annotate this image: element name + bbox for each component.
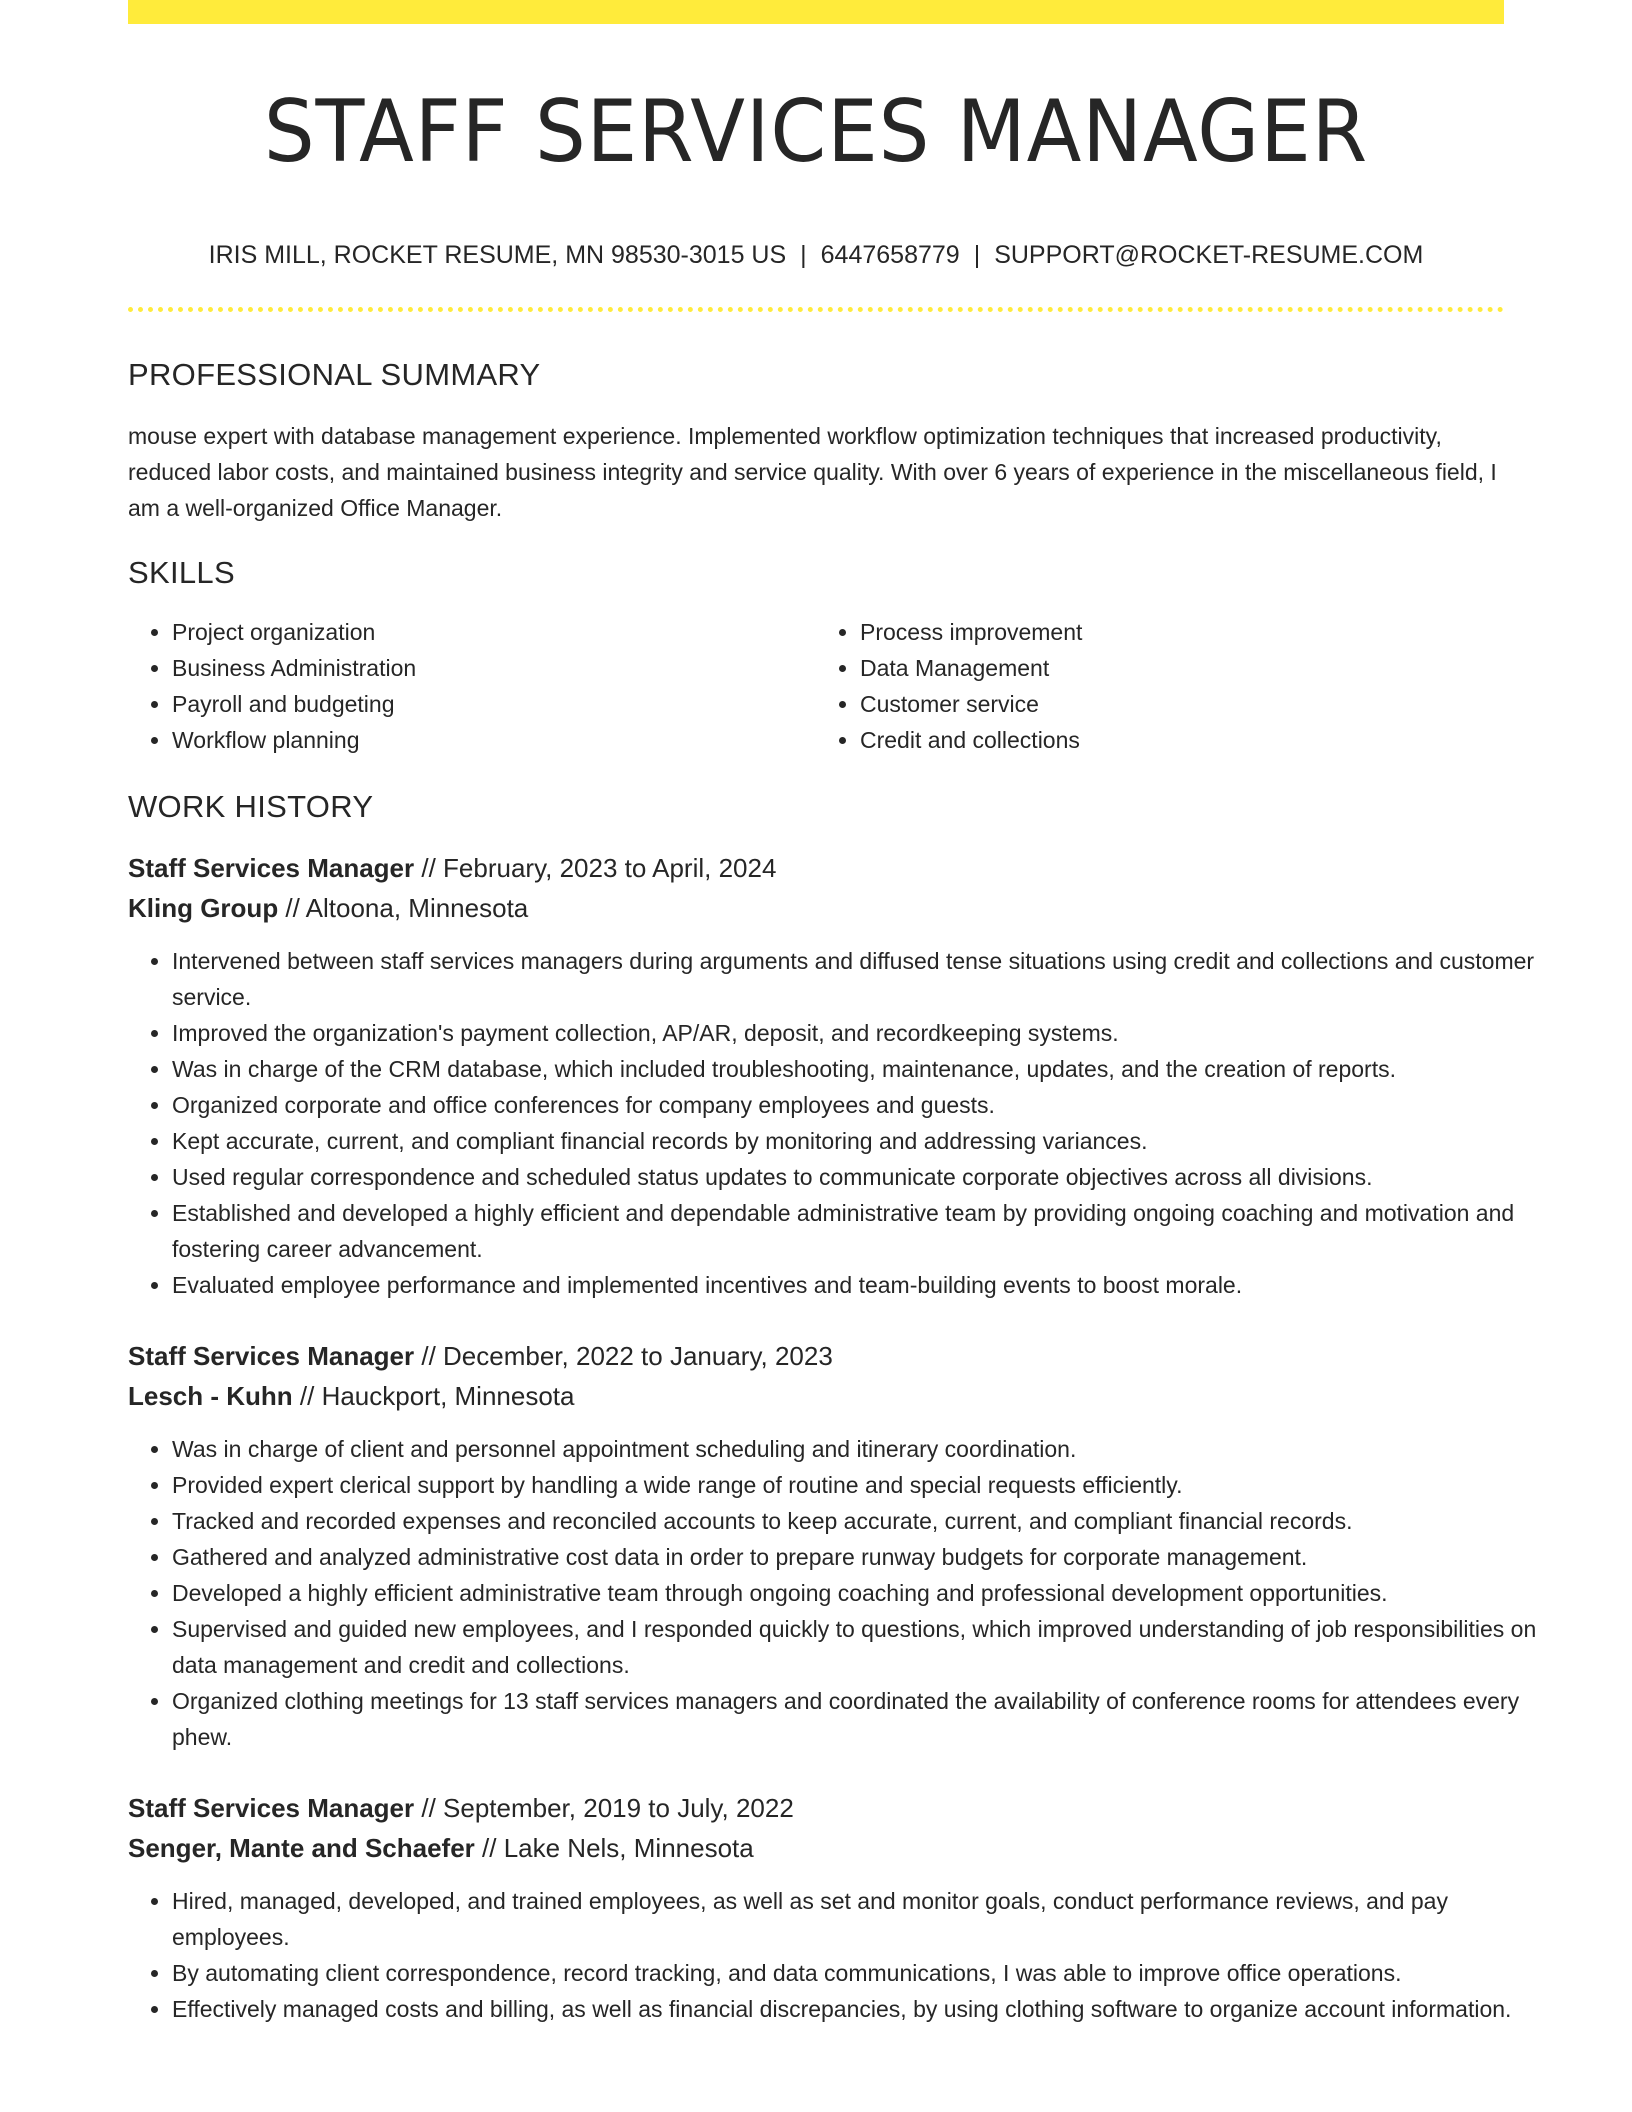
phone: 6447658779 bbox=[820, 241, 960, 269]
job-bullet: • Hired, managed, developed, and trained employees, as well as set and monitor goals, conduct performance reviews, and pay employees. bbox=[172, 1883, 1548, 1955]
job-location: // Altoona, Minnesota bbox=[278, 893, 529, 923]
skill-item: • Customer service bbox=[860, 686, 1504, 722]
job-role: Staff Services Manager bbox=[128, 1793, 415, 1823]
dotted-divider bbox=[128, 307, 1504, 312]
job-company: Senger, Mante and Schaefer bbox=[128, 1833, 475, 1863]
skill-item: • Payroll and budgeting bbox=[172, 686, 816, 722]
job-bullet: • Kept accurate, current, and compliant financial records by monitoring and addressing variances. bbox=[172, 1123, 1548, 1159]
job-bullet: • Supervised and guided new employees, and I responded quickly to questions, which improved understanding of job responsibilities on data management and credit and collections. bbox=[172, 1611, 1548, 1683]
job-bullet: • Provided expert clerical support by handling a wide range of routine and special requests efficiently. bbox=[172, 1467, 1548, 1503]
skill-item: • Process improvement bbox=[860, 614, 1504, 650]
job-dates: // February, 2023 to April, 2024 bbox=[414, 853, 777, 883]
job-bullet: • Gathered and analyzed administrative cost data in order to prepare runway budgets for corporate management. bbox=[172, 1539, 1548, 1575]
job-bullet: • By automating client correspondence, record tracking, and data communications, I was able to improve office operations. bbox=[172, 1955, 1548, 1991]
job-title-line bbox=[128, 1336, 1504, 1376]
job-company-line bbox=[128, 1376, 1504, 1416]
job-bullets bbox=[128, 1431, 1548, 1755]
job-bullets bbox=[128, 943, 1548, 1303]
skills-heading: SKILLS bbox=[128, 555, 235, 590]
job-bullet: • Organized clothing meetings for 13 staff services managers and coordinated the availability of conference rooms for attendees every phew. bbox=[172, 1683, 1548, 1755]
skills-column-left bbox=[128, 614, 816, 758]
job-bullet: • Was in charge of the CRM database, which included troubleshooting, maintenance, updates, and the creation of reports. bbox=[172, 1051, 1548, 1087]
top-accent-bar bbox=[128, 0, 1504, 24]
email: SUPPORT@ROCKET-RESUME.COM bbox=[994, 241, 1424, 269]
job-company-line bbox=[128, 888, 1504, 928]
job-bullet: • Used regular correspondence and scheduled status updates to communicate corporate objectives across all divisions. bbox=[172, 1159, 1548, 1195]
job-location: // Hauckport, Minnesota bbox=[292, 1381, 575, 1411]
contact-separator: | bbox=[800, 241, 807, 269]
candidate-title: STAFF SERVICES MANAGER bbox=[263, 82, 1369, 182]
job-bullet: • Evaluated employee performance and implemented incentives and team-building events to boost morale. bbox=[172, 1267, 1548, 1303]
contact-line bbox=[128, 238, 1504, 272]
job-company-line bbox=[128, 1828, 1504, 1868]
job-company: Lesch - Kuhn bbox=[128, 1381, 293, 1411]
job-company: Kling Group bbox=[128, 893, 279, 923]
job-bullets bbox=[128, 1883, 1548, 2027]
address: IRIS MILL, ROCKET RESUME, MN 98530-3015 US bbox=[208, 241, 787, 269]
skill-item: • Business Administration bbox=[172, 650, 816, 686]
job-bullet: • Effectively managed costs and billing, as well as financial discrepancies, by using clothing software to organize account information. bbox=[172, 1991, 1548, 2027]
skills-list bbox=[128, 614, 1504, 758]
job-title-line bbox=[128, 848, 1504, 888]
skill-item: • Project organization bbox=[172, 614, 816, 650]
job-dates: // September, 2019 to July, 2022 bbox=[414, 1793, 794, 1823]
summary-text: mouse expert with database management experience. Implemented workflow optimization techniques that increased productivity, reduced labor costs, and maintained business integrity and service quality. With over 6 years of experience in the miscellaneous field, I am a well-organized Office Manager. bbox=[128, 423, 1497, 521]
job-role: Staff Services Manager bbox=[128, 853, 415, 883]
job-bullet: • Developed a highly efficient administrative team through ongoing coaching and professional development opportunities. bbox=[172, 1575, 1548, 1611]
job-bullet: • Established and developed a highly efficient and dependable administrative team by providing ongoing coaching and motivation and fostering career advancement. bbox=[172, 1195, 1548, 1267]
skill-item: • Credit and collections bbox=[860, 722, 1504, 758]
skill-item: • Data Management bbox=[860, 650, 1504, 686]
job-title-line bbox=[128, 1788, 1504, 1828]
job-bullet: • Organized corporate and office conferences for company employees and guests. bbox=[172, 1087, 1548, 1123]
job-bullet: • Intervened between staff services managers during arguments and diffused tense situations using credit and collections and customer service. bbox=[172, 943, 1548, 1015]
contact-separator: | bbox=[973, 241, 981, 269]
job-role: Staff Services Manager bbox=[128, 1341, 415, 1371]
job-bullet: • Was in charge of client and personnel appointment scheduling and itinerary coordination. bbox=[172, 1431, 1548, 1467]
job-location: // Lake Nels, Minnesota bbox=[474, 1833, 754, 1863]
job-bullet: • Improved the organization's payment collection, AP/AR, deposit, and recordkeeping systems. bbox=[172, 1015, 1548, 1051]
job-bullet: • Tracked and recorded expenses and reconciled accounts to keep accurate, current, and compliant financial records. bbox=[172, 1503, 1548, 1539]
job-dates: // December, 2022 to January, 2023 bbox=[414, 1341, 833, 1371]
skill-item: • Workflow planning bbox=[172, 722, 816, 758]
summary-heading: PROFESSIONAL SUMMARY bbox=[128, 357, 541, 392]
skills-column-right bbox=[816, 614, 1504, 758]
work-history-heading: WORK HISTORY bbox=[128, 789, 374, 824]
